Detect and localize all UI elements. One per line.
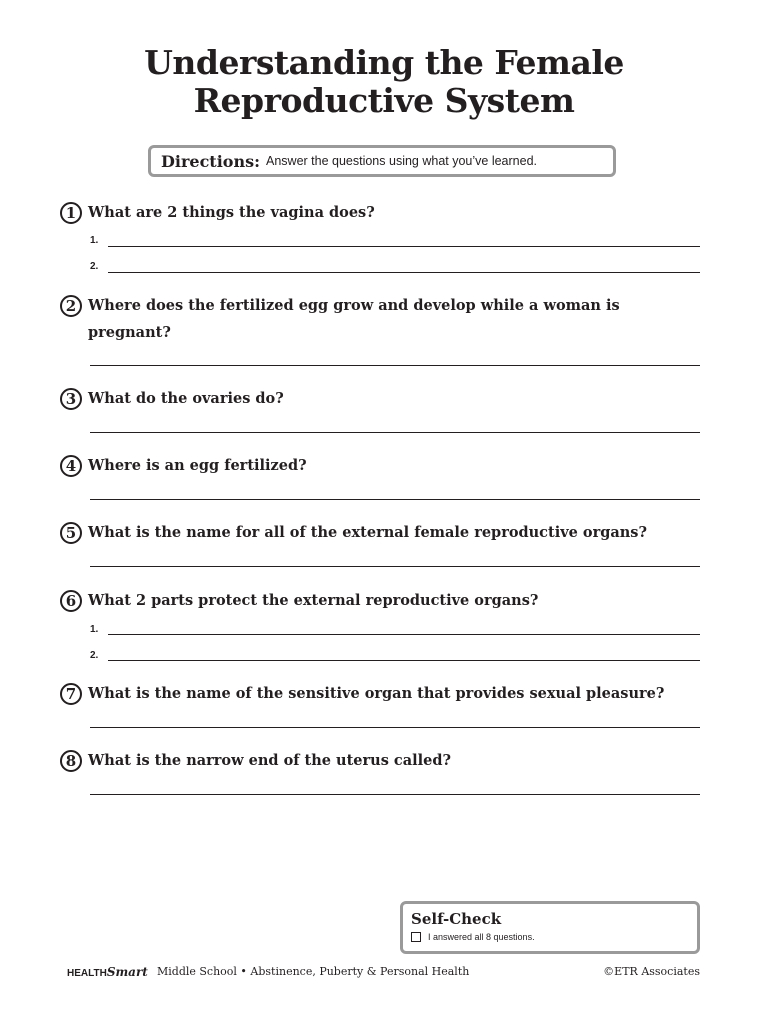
brand-health: HEALTH	[67, 968, 107, 979]
question-number: 2	[60, 295, 82, 317]
question-2	[60, 296, 705, 346]
question-4	[60, 456, 705, 479]
answer-line[interactable]	[90, 432, 700, 433]
footer-course: Middle School • Abstinence, Puberty & Personal Health	[157, 965, 470, 978]
question-number: 3	[60, 388, 82, 410]
answer-line[interactable]	[90, 566, 700, 567]
question-text: What do the ovaries do?	[88, 390, 284, 407]
directions-box	[148, 145, 616, 177]
question-number: 5	[60, 522, 82, 544]
self-check-title: Self-Check	[411, 910, 502, 928]
brand-smart: Smart	[106, 965, 148, 979]
answer-label-2: 2.	[90, 650, 99, 661]
question-1	[60, 203, 705, 226]
self-check-box	[400, 901, 700, 954]
question-3	[60, 389, 705, 412]
directions-label: Directions:	[161, 151, 260, 171]
page-title	[0, 44, 768, 120]
question-7	[60, 684, 705, 707]
answer-label-2: 2.	[90, 261, 99, 272]
question-text: Where does the fertilized egg grow and develop while a woman is pregnant?	[88, 297, 620, 341]
question-number: 4	[60, 455, 82, 477]
answer-line[interactable]	[90, 794, 700, 795]
question-6	[60, 591, 705, 614]
question-8	[60, 751, 705, 774]
question-text: What is the name of the sensitive organ that provides sexual pleasure?	[88, 685, 665, 702]
question-5	[60, 523, 705, 546]
answer-line[interactable]	[108, 634, 700, 635]
question-number: 8	[60, 750, 82, 772]
answer-label-1: 1.	[90, 624, 99, 635]
question-text: What 2 parts protect the external reproductive organs?	[88, 592, 539, 609]
directions-text: Answer the questions using what you’ve learned.	[266, 154, 537, 168]
question-number: 6	[60, 590, 82, 612]
answer-line[interactable]	[108, 246, 700, 247]
question-text: What is the name for all of the external female reproductive organs?	[88, 524, 647, 541]
self-check-item: I answered all 8 questions.	[428, 932, 535, 942]
healthsmart-logo	[67, 965, 148, 979]
footer-copyright: ©ETR Associates	[603, 965, 700, 978]
answer-line[interactable]	[90, 499, 700, 500]
answer-line[interactable]	[90, 727, 700, 728]
question-number: 7	[60, 683, 82, 705]
answer-line[interactable]	[90, 365, 700, 366]
question-text: Where is an egg fertilized?	[88, 457, 307, 474]
title-line-2: Reproductive System	[193, 81, 575, 120]
answer-line[interactable]	[108, 272, 700, 273]
self-check-checkbox[interactable]	[411, 932, 421, 942]
question-text: What are 2 things the vagina does?	[88, 204, 375, 221]
question-number: 1	[60, 202, 82, 224]
title-line-1: Understanding the Female	[144, 43, 624, 82]
answer-label-1: 1.	[90, 235, 99, 246]
question-text: What is the narrow end of the uterus called?	[88, 752, 452, 769]
answer-line[interactable]	[108, 660, 700, 661]
